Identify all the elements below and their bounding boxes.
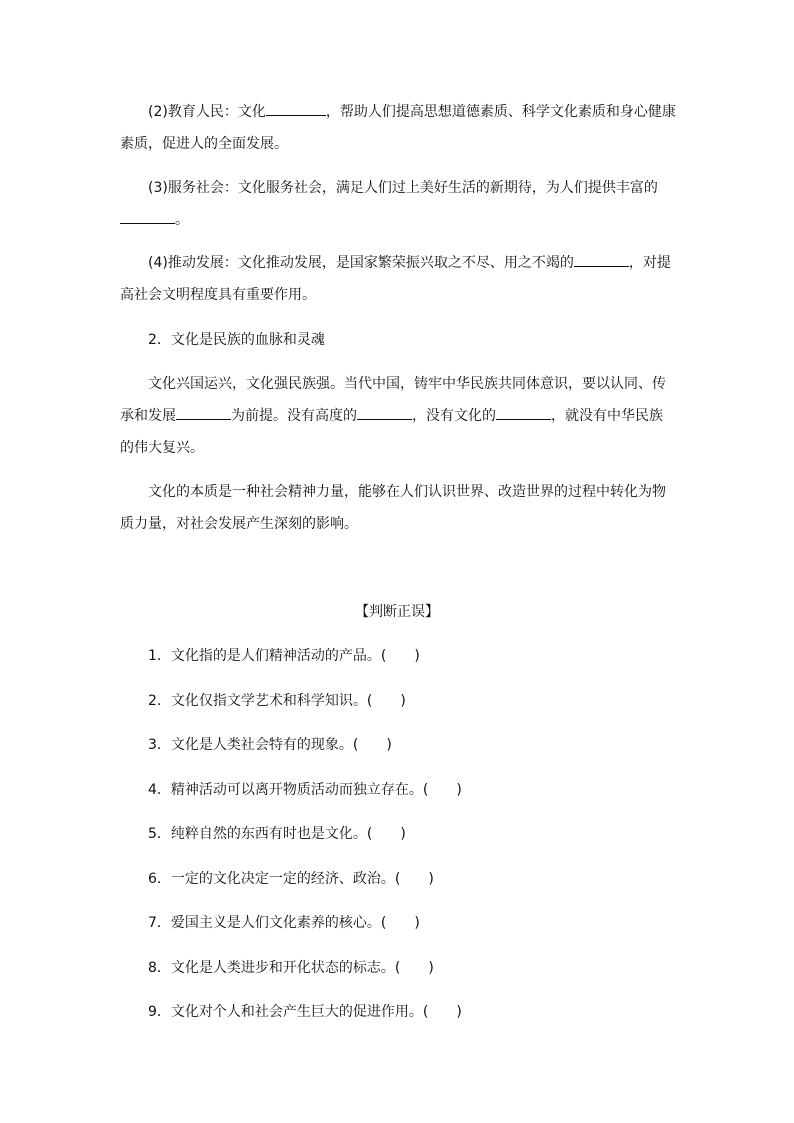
judge-item: 7．爱国主义是人们文化素养的核心。( ) [148, 915, 420, 931]
fill-blank [120, 208, 175, 224]
fill-blank [357, 404, 412, 420]
paragraph-culture-bloodline [120, 368, 676, 464]
paragraph-serve-society [120, 172, 676, 236]
paragraph-text: (4)推动发展：文化推动发展，是国家繁荣振兴取之不尽、用之不竭的 [148, 255, 574, 271]
paragraph-promote-development [120, 247, 676, 311]
judge-section-title: 【判断正误】 [355, 604, 439, 620]
paragraph-educate-people [120, 96, 676, 160]
judge-item: 2．文化仅指文学艺术和科学知识。( ) [148, 693, 406, 709]
judge-item: 4．精神活动可以离开物质活动而独立存在。( ) [148, 782, 462, 798]
paragraph-text: 文化兴国运兴，文化强民族强。当代中国，铸牢中华民族共同体意识，要以认同、传承和发展 [120, 376, 666, 424]
judge-item: 8．文化是人类进步和开化状态的标志。( ) [148, 960, 434, 976]
fill-blank [574, 251, 629, 267]
fill-blank [496, 404, 551, 420]
paragraph-text: ，帮助人们提高思想道德素质、科学文化素质和身心健康素质，促进人的全面发展。 [120, 104, 676, 152]
fill-blank [266, 100, 326, 116]
judge-item: 1．文化指的是人们精神活动的产品。( ) [148, 648, 420, 664]
paragraph-text: ，对提高社会文明程度具有重要作用。 [120, 255, 671, 303]
paragraph-culture-essence: 文化的本质是一种社会精神力量，能够在人们认识世界、改造世界的过程中转化为物质力量，对社会发展产生深刻的影响。 [120, 484, 666, 532]
paragraph-text: ，没有文化的 [412, 408, 496, 424]
paragraph-text: 。 [175, 212, 189, 228]
judge-item: 9．文化对个人和社会产生巨大的促进作用。( ) [148, 1004, 462, 1020]
judge-item: 6．一定的文化决定一定的经济、政治。( ) [148, 871, 434, 887]
section-heading: 2．文化是民族的血脉和灵魂 [148, 332, 325, 348]
paragraph-text: ，就没有中华民族的伟大复兴。 [120, 408, 663, 456]
paragraph-text: 为前提。没有高度的 [231, 408, 357, 424]
judge-item: 3．文化是人类社会特有的现象。( ) [148, 737, 392, 753]
judge-item: 5．纯粹自然的东西有时也是文化。( ) [148, 826, 406, 842]
paragraph-text: (2)教育人民：文化 [148, 104, 266, 120]
fill-blank [176, 404, 231, 420]
paragraph-text: (3)服务社会：文化服务社会，满足人们过上美好生活的新期待，为人们提供丰富的 [148, 180, 658, 196]
